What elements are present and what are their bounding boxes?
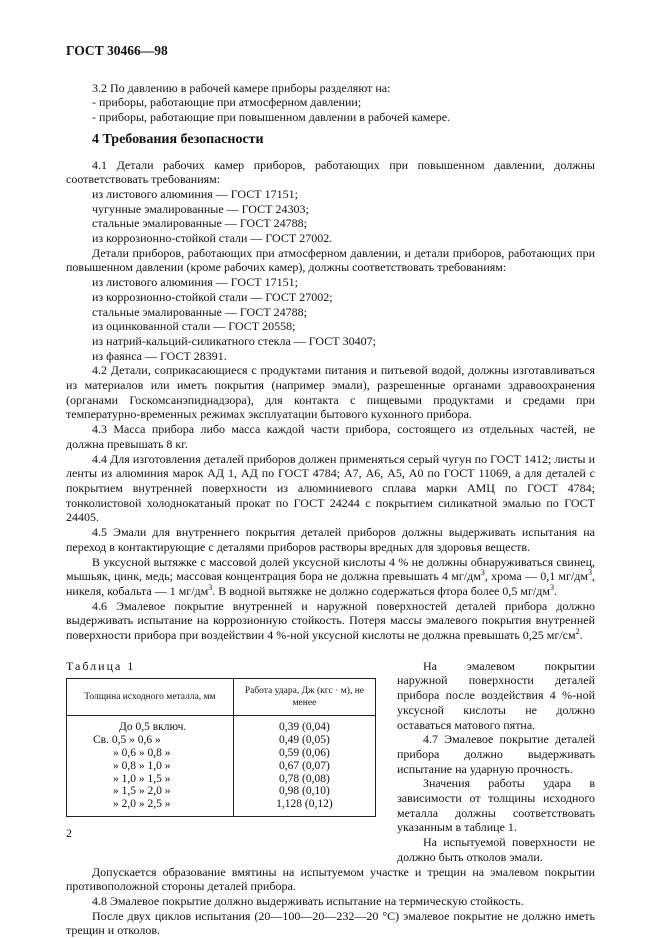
list-item: из листового алюминия — ГОСТ 17151;	[92, 186, 298, 201]
column-header-impact: Работа удара, Дж (кгс · м), не менее	[233, 679, 375, 716]
page-number: 2	[66, 826, 72, 840]
cell-impact: 1,128 (0,12)	[233, 798, 375, 816]
paragraph-4-3: 4.3 Масса прибора либо масса каждой части прибора, состоящего из отдельных частей, не должна превышать 8 кг.	[66, 422, 595, 451]
paragraph-dents-allowed: Допускается образование вмятины на испытуемом участке и трещин на эмалевом покрытии противоположной стороны деталей прибора.	[66, 864, 595, 894]
list-item: из листового алюминия — ГОСТ 17151;	[92, 275, 298, 290]
cell-impact: 0,49 (0,05)	[233, 734, 375, 747]
paragraph-4-8b: После двух циклов испытания (20—100—20—232—20 °С) эмалевое покрытие не должно иметь трещин и отколов.	[66, 908, 595, 938]
table-row	[67, 785, 376, 798]
document-header: ГОСТ 30466—98	[66, 43, 168, 58]
text-run: , хрома — 0,1 мг/дм	[484, 569, 588, 584]
paragraph-impact-values: Значения работы удара в зависимости от толщины исходного металла должны соответствовать указанным в таблице 1.	[397, 776, 595, 835]
list-item: - приборы, работающие при повышенном давлении в рабочей камере.	[92, 110, 451, 125]
impact-table	[66, 678, 376, 817]
list-item: из коррозионно-стойкой стали — ГОСТ 27002;	[92, 289, 333, 304]
table-row	[67, 798, 376, 816]
list-item: стальные эмалированные — ГОСТ 24788;	[92, 304, 308, 319]
list-item: - приборы, работающие при атмосферном давлении;	[92, 95, 362, 110]
paragraph-4-6	[66, 599, 595, 643]
paragraph-no-chips: На испытуемой поверхности не должно быть отколов эмали.	[397, 835, 595, 864]
column-header-thickness: Толщина исходного металла, мм	[67, 679, 234, 716]
cell-thickness: » 0,6 » 0,8 »	[67, 747, 234, 760]
list-item: из фаянса — ГОСТ 28391.	[92, 348, 227, 363]
cell-thickness: » 2,0 » 2,5 »	[67, 798, 234, 816]
cell-impact: 0,98 (0,10)	[233, 785, 375, 798]
list-item: из оцинкованной стали — ГОСТ 20558;	[92, 319, 296, 334]
table-header-row	[67, 679, 376, 716]
paragraph-4-2: 4.2 Детали, соприкасающиеся с продуктами питания и питьевой водой, должны изготавливаться из материалов или иметь покрытия (например эмали), разрешенные органами здравоохранения (органами Госкомсанэпиднадзора), для контакта с пищевыми продуктами и средами при температурно-временных режимах эксплуатации бытового кухонного прибора.	[66, 363, 595, 422]
paragraph-4-1: 4.1 Детали рабочих камер приборов, работающих при повышенном давлении, должны соответствовать требованиям:	[66, 157, 595, 187]
text-run: .	[553, 583, 557, 598]
cell-impact: 0,67 (0,07)	[233, 760, 375, 773]
cell-impact: 0,59 (0,06)	[233, 747, 375, 760]
table-block	[66, 659, 376, 865]
cell-impact: 0,39 (0,04)	[233, 716, 375, 734]
text-run: .	[579, 628, 583, 643]
paragraph-4-5: 4.5 Эмали для внутреннего покрытия деталей приборов должны выдерживать испытания на переход в контактирующие с деталями приборов растворы вредных для здоровья веществ.	[66, 525, 595, 554]
paragraph-4-5b	[66, 555, 595, 599]
paragraph-4-7: 4.7 Эмалевое покрытие деталей прибора должно выдерживать испытание на ударную прочность.	[397, 732, 595, 776]
cell-thickness: Св. 0,5 » 0,6 »	[67, 734, 234, 747]
list-item: чугунные эмалированные — ГОСТ 24303;	[92, 201, 309, 216]
list-item: стальные эмалированные — ГОСТ 24788;	[92, 216, 308, 231]
table-row	[67, 773, 376, 786]
paragraph-4-8: 4.8 Эмалевое покрытие должно выдерживать испытание на термическую стойкость.	[92, 893, 524, 908]
right-text-column	[397, 659, 595, 865]
superscript: 3	[587, 568, 592, 578]
table-row	[67, 716, 376, 734]
text-run: . В водной вытяжке не должно содержаться фтора более 0,5 мг/дм	[212, 583, 550, 598]
table-caption: Таблица 1	[66, 658, 136, 673]
cell-impact: 0,78 (0,08)	[233, 773, 375, 786]
section-title: 4 Требования безопасности	[92, 131, 264, 147]
paragraph-3-2: 3.2 По давлению в рабочей камере приборы разделяют на:	[92, 80, 391, 95]
superscript: 3	[480, 568, 485, 578]
superscript: 3	[549, 582, 554, 592]
text-run: 4.6 Эмалевое покрытие внутренней и наружной поверхностей деталей прибора должно выдерживать испытание на коррозионную стойкость. Потеря массы эмалевого покрытия внутренней поверхности прибора при воздействии 4 %-ной уксусной кислоты не должна превышать 0,25 мг/см	[66, 598, 595, 643]
text-run: , никеля, кобальта — 1 мг/дм	[66, 569, 595, 598]
list-item: из натрий-кальций-силикатного стекла — ГОСТ 30407;	[92, 333, 376, 348]
text-run: В уксусной вытяжке с массовой долей уксусной кислоты 4 % не должны обнаруживаться свинец, мышьяк, цинк, медь; массовая концентрация бора не должна превышать 4 мг/дм	[66, 554, 595, 584]
paragraph-matte-spot: На эмалевом покрытии наружной поверхности деталей прибора после воздействия 4 %-ной уксусной кислоты не должно оставаться матового пятна.	[397, 658, 595, 732]
table-row	[67, 760, 376, 773]
superscript: 3	[208, 582, 213, 592]
superscript: 2	[575, 627, 580, 637]
table-row	[67, 734, 376, 747]
table-row	[67, 747, 376, 760]
table-and-text-columns	[66, 659, 595, 865]
paragraph-4-4: 4.4 Для изготовления деталей приборов должен применяться серый чугун по ГОСТ 1412; листы и ленты из алюминия марок АД 1, АД по ГОСТ 4784; А7, А6, А5, А0 по ГОСТ 11069, а для деталей с покрытием внутренней поверхности из алюминиевого сплава марки АМЦ по ГОСТ 4784; тонколистовой холоднокатаный прокат по ГОСТ 24244 с покрытием силикатной эмалью по ГОСТ 24405.	[66, 451, 595, 525]
paragraph-4-1b: Детали приборов, работающих при атмосферном давлении, и детали приборов, работающих при повышенном давлении (кроме рабочих камер), должны соответствовать требованиям:	[66, 245, 595, 275]
cell-thickness: » 1,0 » 1,5 »	[67, 773, 234, 786]
list-item: из коррозионно-стойкой стали — ГОСТ 27002.	[92, 231, 333, 246]
cell-thickness: До 0,5 включ.	[67, 716, 234, 734]
cell-thickness: » 0,8 » 1,0 »	[67, 760, 234, 773]
cell-thickness: » 1,5 » 2,0 »	[67, 785, 234, 798]
